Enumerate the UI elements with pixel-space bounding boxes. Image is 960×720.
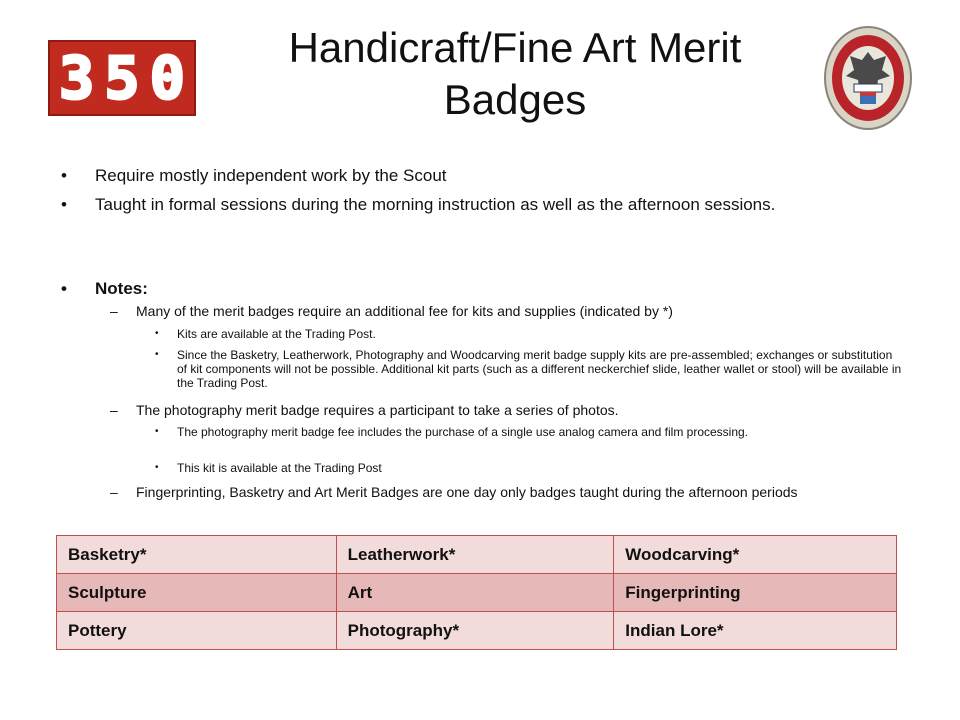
bullet-icon: •	[61, 279, 67, 298]
bullet-icon: •	[61, 166, 67, 185]
table-cell: Pottery	[57, 612, 337, 650]
note-subitem	[155, 425, 867, 439]
note-text: Many of the merit badges require an additional fee for kits and supplies (indicated by *)	[136, 303, 673, 319]
table-cell: Art	[336, 574, 614, 612]
note-item	[110, 303, 896, 320]
bullet-icon: •	[155, 349, 159, 360]
eagle-scout-badge-icon	[824, 26, 912, 130]
note-text: The photography merit badge requires a participant to take a series of photos.	[136, 402, 619, 418]
dash-icon: –	[110, 402, 118, 418]
bullet-icon: •	[61, 195, 67, 214]
note-subitem	[155, 348, 902, 390]
page-title: Handicraft/Fine Art Merit Badges	[288, 24, 742, 123]
table-row	[57, 574, 897, 612]
logo-digit: 5	[104, 44, 140, 112]
table-cell: Sculpture	[57, 574, 337, 612]
table-row	[57, 536, 897, 574]
table-row	[57, 612, 897, 650]
note-subitem	[155, 461, 867, 475]
table-cell: Woodcarving*	[614, 536, 897, 574]
note-subtext: Since the Basketry, Leatherwork, Photography and Woodcarving merit badge supply kits are pre-assembled; exchanges or substitution of kit components will not be possible. Additional kit parts (such as a different neckerchief slide, leather wallet or stool) will be available in the Trading Post.	[177, 348, 902, 390]
dash-icon: –	[110, 484, 118, 500]
bullet-text: Taught in formal sessions during the morning instruction as well as the afternoon sessions.	[95, 195, 776, 214]
table-cell: Fingerprinting	[614, 574, 897, 612]
note-item	[110, 484, 871, 501]
logo-digit: 3	[59, 44, 95, 112]
notes-heading	[61, 278, 895, 299]
logo-digit: 0	[149, 44, 185, 112]
notes-label: Notes:	[95, 279, 148, 298]
bullet-item	[61, 165, 915, 186]
table-cell: Basketry*	[57, 536, 337, 574]
bullet-icon: •	[155, 328, 159, 339]
note-text: Fingerprinting, Basketry and Art Merit Badges are one day only badges taught during the afternoon periods	[136, 484, 798, 500]
bullet-icon: •	[155, 462, 159, 473]
bullet-text: Require mostly independent work by the Scout	[95, 166, 447, 185]
note-subtext: This kit is available at the Trading Post	[177, 461, 382, 475]
bullet-item	[61, 194, 895, 215]
troop-350-logo	[48, 40, 196, 116]
table-cell: Indian Lore*	[614, 612, 897, 650]
table-cell: Leatherwork*	[336, 536, 614, 574]
note-subtext: The photography merit badge fee includes the purchase of a single use analog camera and film processing.	[177, 425, 749, 439]
note-item	[110, 402, 896, 419]
bullet-icon: •	[155, 426, 159, 437]
dash-icon: –	[110, 303, 118, 319]
note-subtext: Kits are available at the Trading Post.	[177, 327, 376, 341]
note-subitem	[155, 327, 897, 341]
merit-badge-table	[56, 535, 897, 650]
table-cell: Photography*	[336, 612, 614, 650]
